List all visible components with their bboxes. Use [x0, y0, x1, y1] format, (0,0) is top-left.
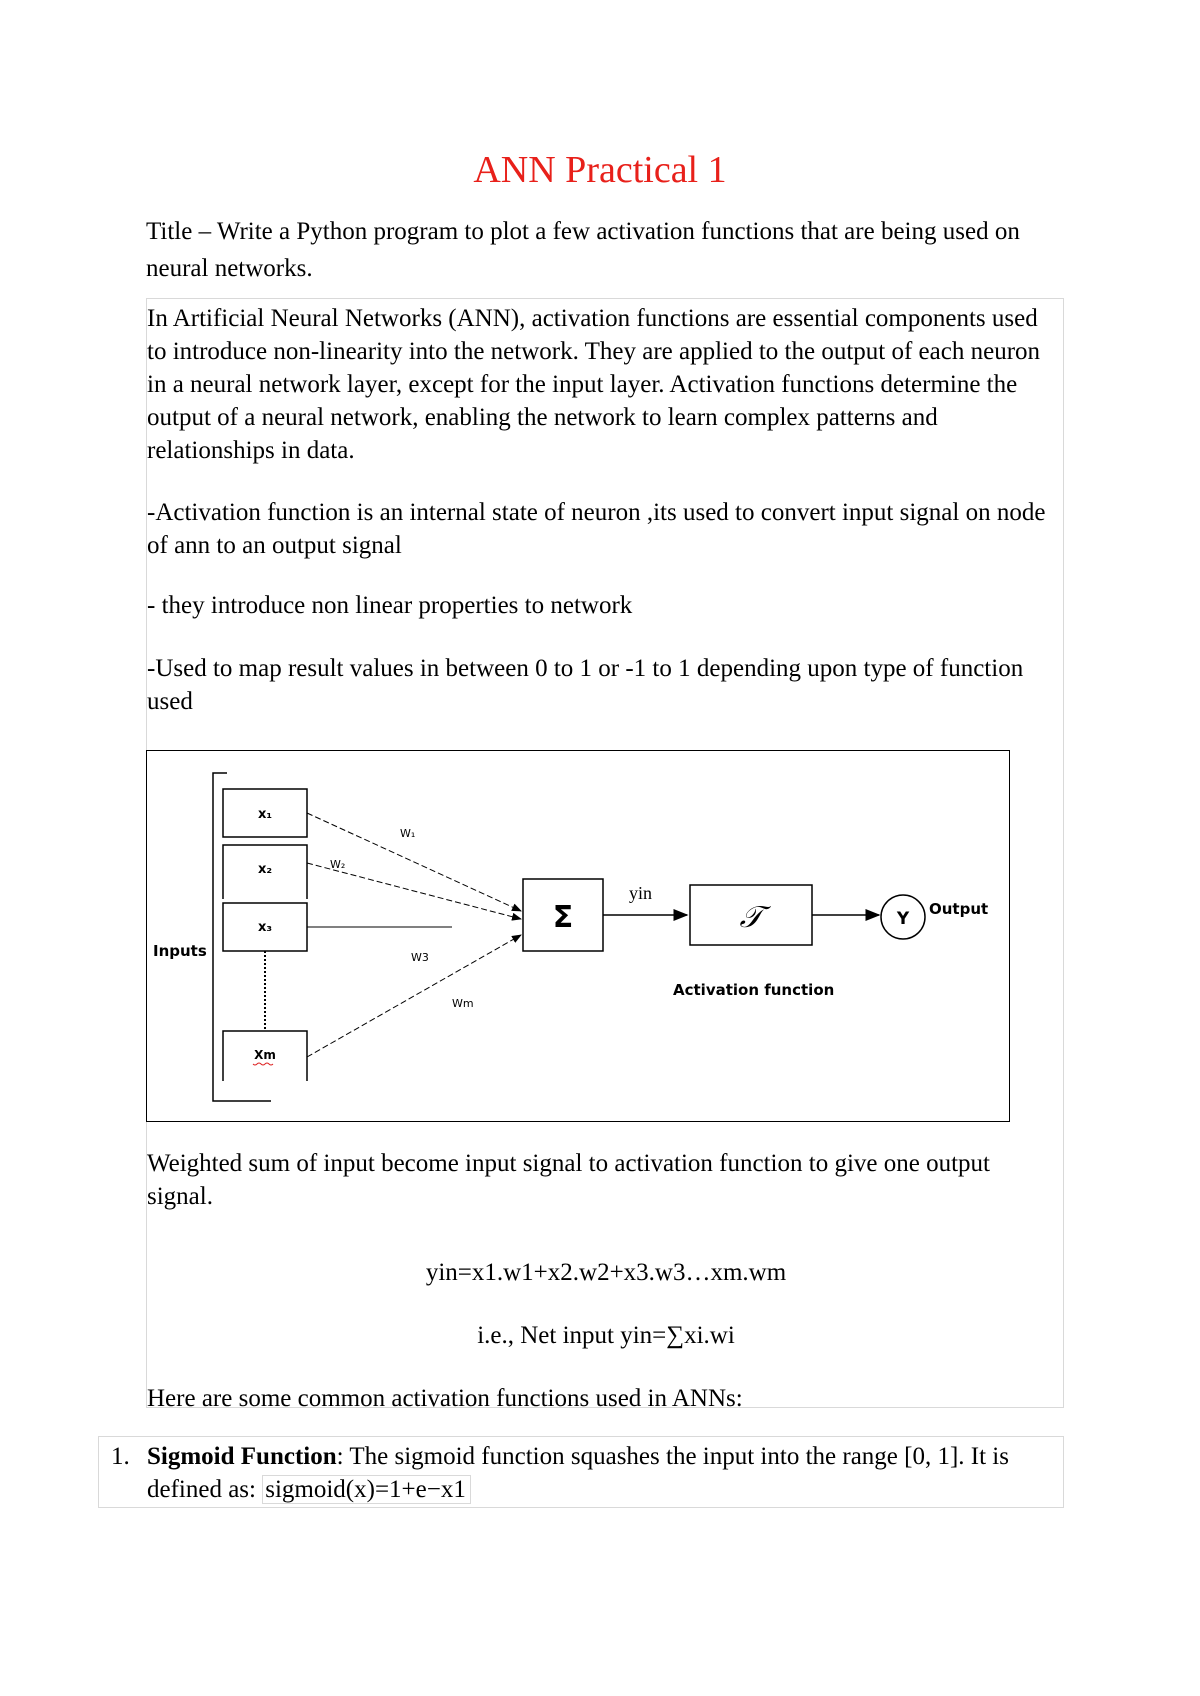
output-label: Output	[929, 900, 989, 918]
input-node-xm-label: Xm	[254, 1048, 276, 1062]
yin-label: yin	[629, 883, 653, 903]
weighted-sum-paragraph: Weighted sum of input become input signal to activation function to give one output signal.	[147, 1150, 990, 1210]
net-input-summation: i.e., Net input yin=∑xi.wi	[477, 1322, 735, 1349]
list-item-number: 1.	[111, 1443, 130, 1470]
output-node-label: Y	[896, 909, 910, 929]
input-node-xm	[223, 1031, 307, 1081]
input-node-x2-label: x₂	[257, 862, 273, 877]
net-input-equation: yin=x1.w1+x2.w2+x3.w3…xm.wm	[425, 1259, 787, 1286]
weight-label-w3: W3	[411, 951, 429, 964]
activation-functions-list	[98, 1436, 1064, 1508]
sigmoid-description: : The sigmoid function squashes the input into the range [0, 1]. It is defined as:	[147, 1443, 1009, 1503]
common-functions-intro: Here are some common activation functions used in ANNs:	[147, 1385, 743, 1412]
weight-label-wm: Wm	[452, 997, 474, 1010]
sigmoid-formula: sigmoid(x)=1+e−x1	[262, 1475, 471, 1504]
practical-subtitle: Title – Write a Python program to plot a few activation functions that are being used on neural networks.	[146, 218, 1020, 282]
sigmoid-term: Sigmoid Function	[147, 1443, 337, 1470]
bullet-1: -Activation function is an internal state of neuron ,its used to convert input signal on node of ann to an output signal	[147, 499, 1046, 559]
list-item-sigmoid	[147, 1440, 1057, 1506]
input-node-x1	[223, 789, 307, 837]
neuron-diagram-svg	[147, 751, 1011, 1123]
activation-function-label: Activation function	[673, 981, 835, 999]
bullet-3: -Used to map result values in between 0 to 1 or -1 to 1 depending upon type of function used	[147, 655, 1024, 715]
page-title: ANN Practical 1	[473, 149, 727, 191]
inputs-label: Inputs	[153, 942, 207, 960]
input-node-x3	[223, 903, 307, 951]
bullet-2: - they introduce non linear properties to network	[147, 592, 633, 619]
input-node-x1-label: x₁	[257, 807, 273, 822]
weight-label-w1: W₁	[400, 827, 416, 840]
summation-symbol: Σ	[552, 900, 574, 935]
input-node-x2	[223, 845, 307, 899]
activation-symbol: 𝒯	[739, 900, 763, 935]
weight-label-w2: W₂	[330, 858, 346, 871]
intro-paragraph: In Artificial Neural Networks (ANN), activation functions are essential components used to introduce non-linearity into the network. They are applied to the output of each neuron in a neural network layer, except for the input layer. Activation functions determine the output of a neural network, enabling the network to learn complex patterns and relationships in data.	[147, 305, 1041, 464]
input-node-x3-label: x₃	[257, 920, 273, 935]
neuron-diagram	[146, 750, 1010, 1122]
weight-line-w2	[307, 863, 521, 919]
